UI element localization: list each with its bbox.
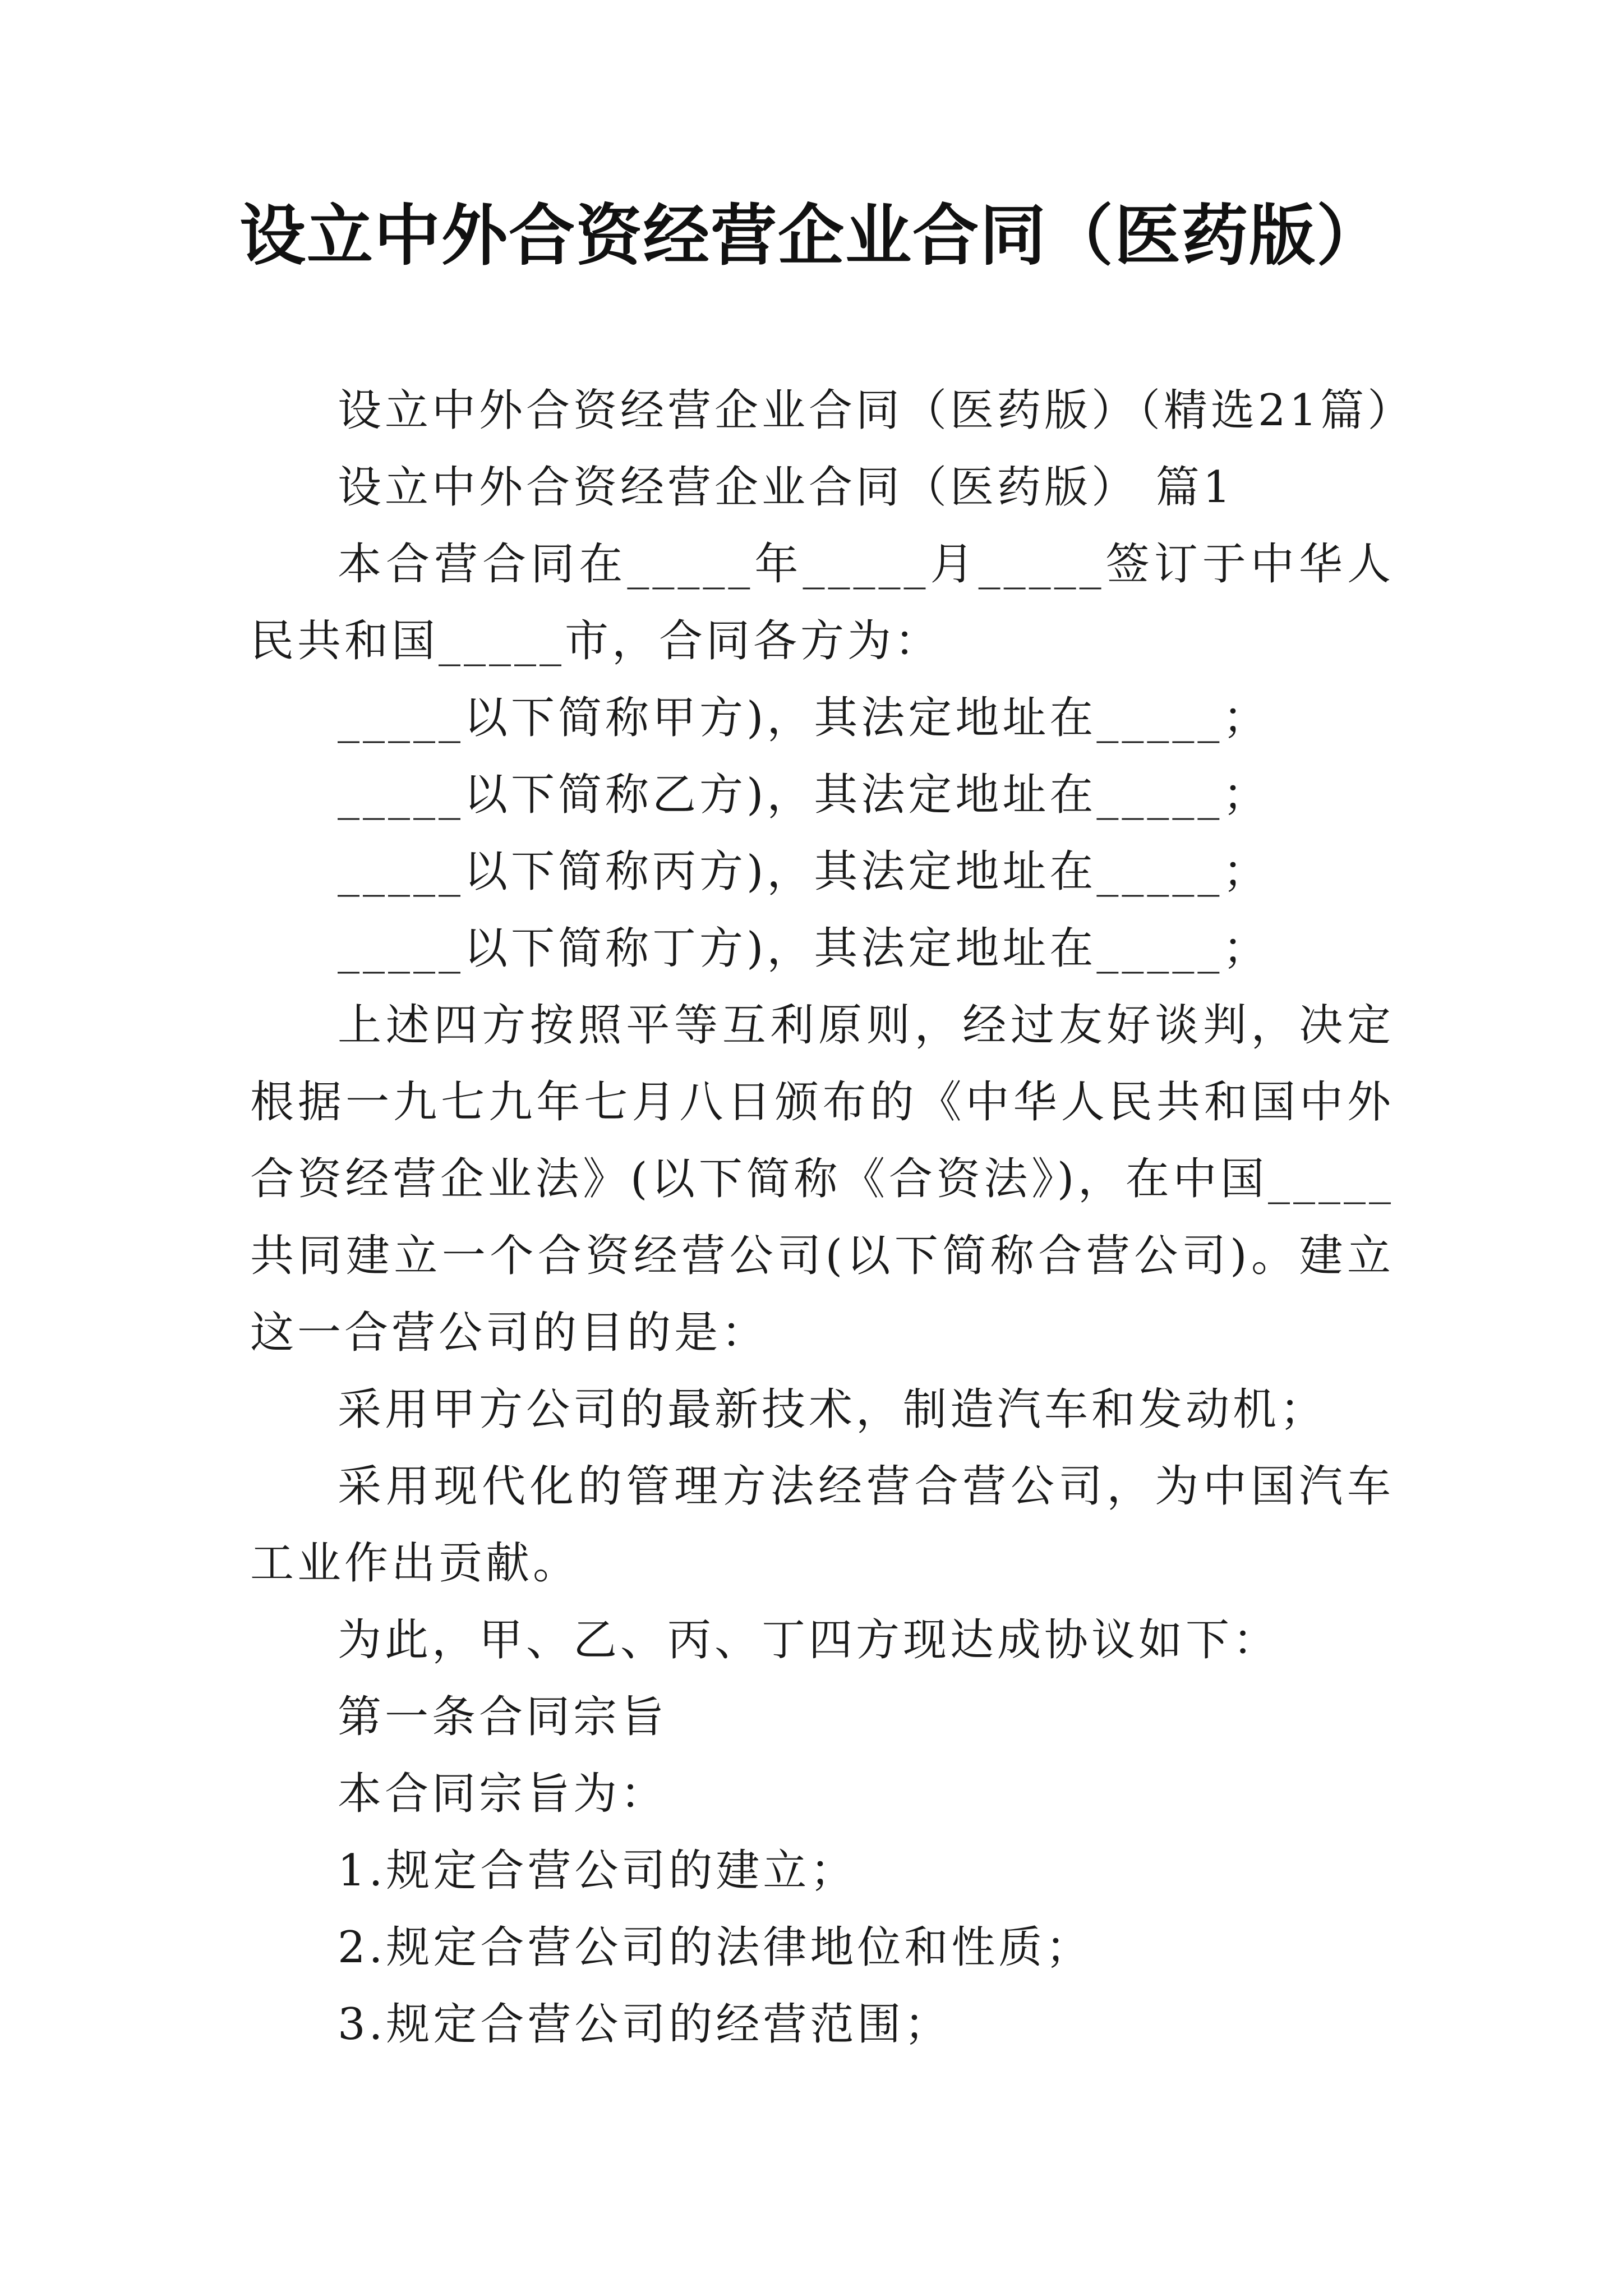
paragraph: 设立中外合资经营企业合同（医药版）（精选21篇） xyxy=(338,385,1415,436)
paragraph: 本合营合同在_____年_____月_____签订于中华人民共和国_____市，合同各方为： xyxy=(250,539,1394,666)
paragraph: 为此，甲、乙、丙、丁四方现达成协议如下： xyxy=(338,1615,1280,1665)
paragraph: 本合同宗旨为： xyxy=(338,1769,668,1819)
paragraph: 采用现代化的管理方法经营合营公司，为中国汽车工业作出贡献。 xyxy=(250,1461,1394,1589)
paragraph: 上述四方按照平等互利原则，经过友好谈判，决定根据一九七九年七月八日颁布的《中华人民共和国中外合资经营企业法》(以下简称《合资法》)，在中国_____共同建立一个合资经营公司(以下简称合营公司)。建立这一合营公司的目的是： xyxy=(250,1000,1394,1358)
paragraph: _____以下简称乙方)，其法定地址在_____； xyxy=(338,770,1270,820)
paragraph: 第一条合同宗旨 xyxy=(338,1692,668,1742)
document-title: 设立中外合资经营企业合同（医药版） xyxy=(239,196,1384,274)
paragraph: 采用甲方公司的最新技术，制造汽车和发动机； xyxy=(338,1384,1327,1435)
paragraph: 3.规定合营公司的经营范围； xyxy=(338,1999,952,2050)
paragraph: 1.规定合营公司的建立； xyxy=(338,1846,857,1896)
paragraph: _____以下简称丙方)，其法定地址在_____； xyxy=(338,846,1270,897)
paragraph: 设立中外合资经营企业合同（医药版） 篇1 xyxy=(338,462,1234,513)
paragraph: _____以下简称丁方)，其法定地址在_____； xyxy=(338,923,1270,974)
paragraph: _____以下简称甲方)，其法定地址在_____； xyxy=(338,693,1270,743)
document-body xyxy=(250,372,1415,2063)
paragraph: 2.规定合营公司的法律地位和性质； xyxy=(338,1922,1093,1973)
